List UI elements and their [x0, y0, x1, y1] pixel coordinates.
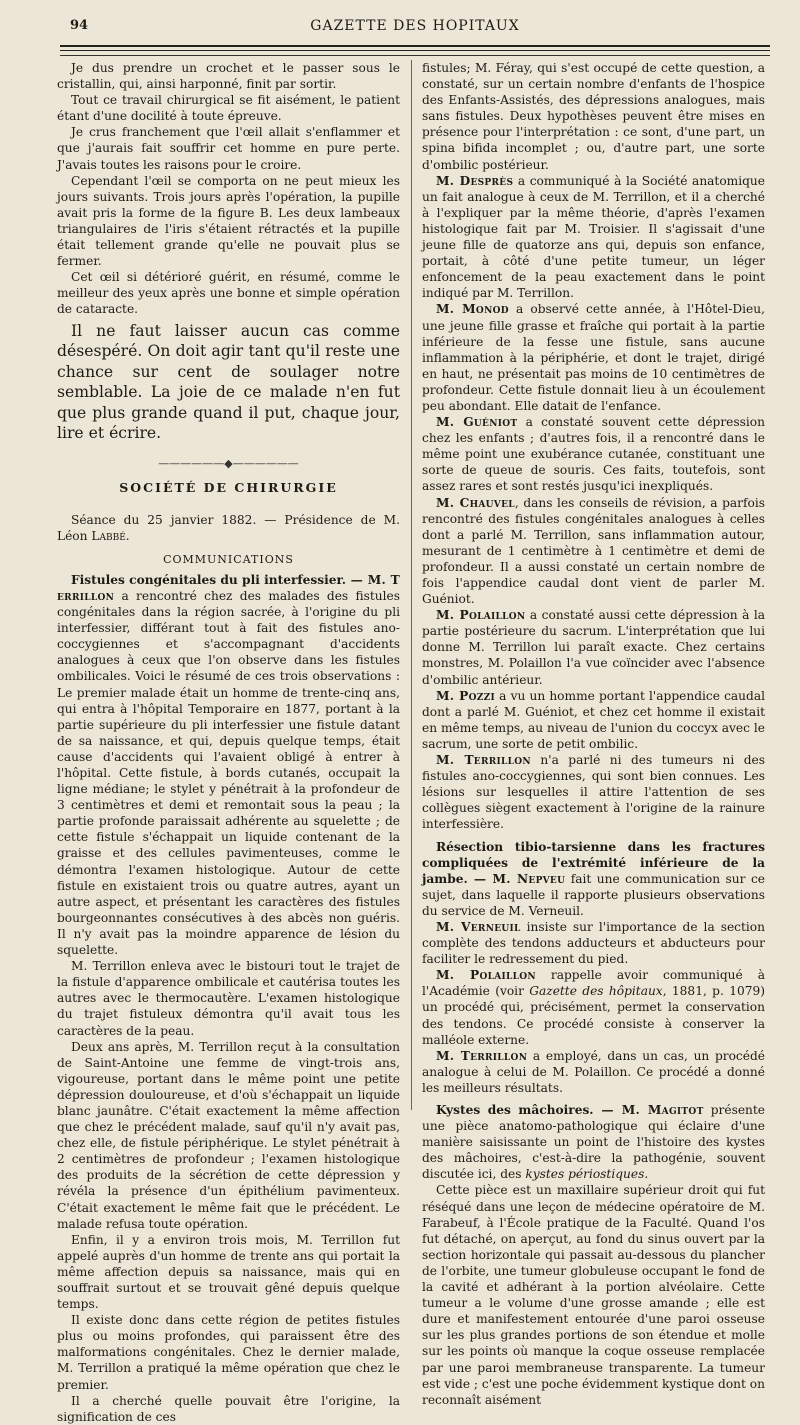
paragraph: Cette pièce est un maxillaire supérieur droit qui fut réséqué dans une leçon de médecine opératoire de M. Farabeuf, à l'École pratique de la Faculté. Quand l'os fut détaché, on aperçut, au fond du sinus ouvert par la section horizontale qui passait au-dessous du plancher de l'orbite, une tumeur globuleuse occupant le fond de la cavité et adhérant à la portion alvéolaire. Cette tumeur a le volume d'une grosse amande ; elle est dure et manifestement entourée d'une paroi osseuse sur les plus grandes portions de son étendue et molle sur les points où manque la coque osseuse remplacée par une paroi membraneuse transparente. La tumeur est vide ; c'est une poche évidemment kystique dont on reconnaît aisément — [422, 1183, 765, 1407]
speaker-paragraph — [422, 414, 765, 494]
article-author: — M. Magitot — [593, 1103, 704, 1117]
article-resection — [422, 839, 765, 919]
speaker-name: M. Polaillon — [436, 608, 526, 623]
speaker-paragraph — [422, 495, 765, 608]
speaker-text: , dans les conseils de révision, a parfois rencontré des fistules congénitales analogues à celles dont a parlé M. Terrillon, sans inflammation autour, mesurant de 1 centimètre à 1 centimètre et demi de profondeur. Il a aussi constaté un certain nombre de fois l'appendice caudal dont vient de parler M. Guéniot. — [422, 495, 765, 607]
speaker-name: M. Polaillon — [436, 968, 536, 983]
speaker-paragraph — [422, 607, 765, 687]
speaker-text: rappelle avoir communiqué à l'Académie (voir — [422, 968, 765, 999]
article-author: — M. T errillon — [57, 572, 400, 603]
section-ornament: ——————◆—————— — [158, 456, 299, 470]
paragraph: Deux ans après, M. Terrillon reçut à la consultation de Saint-Antoine une femme de vingt-trois ans, vigoureuse, portant dans le même point une petite dépression douloureuse, et d'où s'échappait un liquide blanc jaunâtre. C'était exactement la même affection que chez le précédent malade, sauf qu'il n'y avait pas, chez elle, de fistule périphérique. Le stylet pénétrait à 2 centimètres de profondeur ; l'examen histologique des produits de la sécrétion de cette dépression y révéla la présence d'un épithélium pavimenteux. C'était exactement le même fait que le précédent. Le malade refusa toute opération. — [57, 1039, 400, 1231]
article-kystes — [422, 1102, 765, 1182]
journal-title: GAZETTE DES HOPITAUX — [310, 18, 520, 34]
article-title: Fistules congénitales du pli interfessier. — [71, 572, 347, 587]
article-title: Kystes des mâchoires. — [436, 1103, 594, 1117]
speaker-name: M. Monod — [436, 302, 509, 317]
speaker-paragraph — [422, 688, 765, 752]
speaker-paragraph — [422, 967, 765, 1047]
column-divider — [411, 60, 412, 1110]
page-number: 94 — [70, 18, 89, 33]
page-header — [60, 18, 770, 40]
session-president: Labbé. — [91, 528, 130, 543]
speaker-name: M. Guéniot — [436, 415, 518, 430]
speaker-paragraph — [422, 173, 765, 302]
speaker-name: M. Terrillon — [436, 1048, 528, 1063]
speaker-name: M. Verneuil — [436, 919, 521, 934]
header-rule — [60, 55, 770, 56]
paragraph: M. Terrillon enleva avec le bistouri tout le trajet de la fistule d'apparence ombilicale et cautérisa toutes les autres avec le thermocautère. L'examen histologique du trajet fistuleux démontra qu'il avait tous les caractères de la peau. — [57, 959, 400, 1038]
article-title: Résection tibio-tarsienne dans les fractures compliquées de l'extrémité inférieure de la jambe. — [422, 839, 765, 886]
italic-term: kystes périostiques. — [525, 1167, 649, 1182]
article-text: présente une pièce anatomo-pathologique qui éclaire d'une manière saisissante un point de l'histoire des kystes des mâchoires, c'est-à-dire la pathogénie, souvent discutée ici, des — [422, 1103, 766, 1182]
speaker-name: M. Pozzi — [436, 688, 496, 703]
article-text: fait une communication sur ce sujet, dans laquelle il rapporte plusieurs observations du service de M. Verneuil. — [422, 871, 765, 918]
article-fistules — [57, 572, 400, 958]
article-text: a rencontré chez des malades des fistules congénitales dans la région sacrée, à l'origine du pli interfessier, différant tout à fait des fistules ano-coccygiennes et s'accompagnant d'accidents analogues à ceux que l'on observe dans les fistules ombilicales. Voici le résumé de ces trois observations : Le premier malade était un homme de trente-cinq ans, qui entra à l'hôpital Temporaire en 1877, portant à la partie supérieure du pli interfessier une fistule datant de sa naissance, et qui, depuis quelque temps, était cause d'accidents qui l'avaient obligé à entrer à l'hôpital. Cette fistule, à bords cutanés, occupait la ligne médiane; le stylet y pénétrait à la profondeur de 3 centimètres et demi et remontait sous la peau ; la partie profonde paraissait adhérente au squelette ; de cette fistule s'échappait un liquide contenant de la graisse et des cellules pavimenteuses, comme le démontra l'examen histologique. Autour de cette fistule en existaient trois ou quatre autres, ayant un autre aspect, et présentant les caractères des fistules bourgeonnantes consécutives à des abcès non guéris. Il n'y avait pas la moindre apparence de lésion du squelette. — [57, 588, 400, 958]
speaker-name: M. Desprès — [436, 173, 514, 188]
paragraph: Enfin, il y a environ trois mois, M. Terrillon fut appelé auprès d'un homme de trente ans qui portait la même affection depuis sa naissance, mais qui en souffrait surtout et se trouvait gêné depuis quelque temps. — [57, 1232, 400, 1312]
speaker-text: insiste sur l'importance de la section complète des tendons adducteurs et abducteurs pour faciliter le redressement du pied. — [422, 919, 765, 967]
speaker-paragraph — [422, 919, 765, 967]
session-text: Séance du 25 janvier 1882. — Présidence de M. Léon — [57, 512, 400, 543]
speaker-text: , 1881, p. 1079) un procédé qui, précisément, permet la conservation des tendons. Ce procédé consiste à conserver la malléole externe. — [422, 984, 765, 1047]
right-column — [422, 60, 765, 1408]
speaker-paragraph — [422, 1048, 765, 1096]
paragraph: Tout ce travail chirurgical se fit aisément, le patient étant d'une docilité à toute épreuve. — [57, 93, 400, 124]
header-double-rule — [60, 45, 770, 51]
paragraph: Cependant l'œil se comporta on ne peut mieux les jours suivants. Trois jours après l'opération, la pupille avait pris la forme de la figure B. Les deux lambeaux triangulaires de l'iris s'étaient rétractés et la pupille était tellement grande qu'elle ne pouvait plus se fermer. — [57, 173, 400, 269]
left-column — [57, 60, 400, 1425]
speaker-text: a observé cette année, à l'Hôtel-Dieu, une jeune fille grasse et fraîche qui portait à la partie inférieure de la fesse une fistule, sans aucune inflammation à la périphérie, et dont le trajet, dirigé en haut, ne présentait pas moins de 10 centimètres de profondeur. Cette fistule donnait lieu à un écoulement peu abondant. Elle datait de l'enfance. — [422, 302, 765, 413]
speaker-name: M. Chauvel — [436, 495, 515, 510]
speaker-text: a employé, dans un cas, un procédé analogue à celui de M. Polaillon. Ce procédé a donné les meilleurs résultats. — [422, 1048, 765, 1095]
paragraph: Je crus franchement que l'œil allait s'enflammer et que j'aurais fait souffrir cet homme en pure perte. J'avais toutes les raisons pour le croire. — [57, 125, 400, 172]
communications-heading: COMMUNICATIONS — [163, 552, 294, 566]
paragraph: Il existe donc dans cette région de petites fistules plus ou moins profondes, qui paraissent être des malformations congénitales. Chez le dernier malade, M. Terrillon a pratiqué la même opération que chez le premier. — [57, 1313, 400, 1392]
session-line — [57, 512, 400, 544]
paragraph: Il a cherché quelle pouvait être l'origine, la signification de ces — [57, 1393, 400, 1424]
speaker-paragraph — [422, 301, 765, 414]
speaker-text: a constaté souvent cette dépression chez les enfants ; d'autres fois, il a rencontré dans le même point une exubérance cutanée, constituant une sorte de queue de souris. Ces faits, toutefois, sont assez rares et sont restés jusqu'ici inexpliqués. — [422, 415, 765, 494]
speaker-name: M. Terrillon — [436, 753, 531, 768]
speaker-paragraph — [422, 752, 765, 832]
section-title: SOCIÉTÉ DE CHIRURGIE — [119, 479, 338, 495]
paragraph: Je dus prendre un crochet et le passer sous le cristallin, qui, ainsi harponné, finit par sortir. — [57, 61, 400, 92]
article-author: — M. Nepveu — [467, 871, 566, 886]
speaker-text: a constaté aussi cette dépression à la partie postérieure du sacrum. L'interprétation que lui donne M. Terrillon lui paraît exacte. Chez certains monstres, M. Polaillon l'a vue coïncider avec l'absence d'ombilic antérieur. — [422, 608, 766, 687]
speaker-text: a vu un homme portant l'appendice caudal dont a parlé M. Guéniot, et chez cet homme il existait en même temps, au niveau de l'union du coccyx avec le sacrum, une sorte de petit ombilic. — [422, 688, 766, 751]
paragraph: Cet œil si détérioré guérit, en résumé, comme le meilleur des yeux après une bonne et simple opération de cataracte. — [57, 270, 400, 317]
speaker-text: a communiqué à la Société anatomique un fait analogue à ceux de M. Terrillon, et il a cherché à l'expliquer par la même théorie, d'après l'examen histologique fait par M. Troisier. Il s'agissait d'une jeune fille de quatorze ans qui, depuis son enfance, portait, à côté d'une petite tumeur, un léger enfoncement de la peau exactement dans le point indiqué par M. Terrillon. — [422, 173, 765, 301]
paragraph: fistules; M. Féray, qui s'est occupé de cette question, a constaté, sur un certain nombre d'enfants de l'hospice des Enfants-Assistés, des dépressions analogues, mais sans fistules. Deux hypothèses peuvent être mises en présence pour l'interprétation : ce sont, d'une part, un spina bifida incomplet ; ou, d'autre part, une sorte d'ombilic postérieur. — [422, 61, 765, 172]
citation: Gazette des hôpitaux — [529, 984, 663, 999]
lead-paragraph: Il ne faut laisser aucun cas comme désespéré. On doit agir tant qu'il reste une chance sur cent de soulager notre semblable. La joie de ce malade n'en fut que plus grande quand il put, chaque jour, lire et écrire. — [57, 321, 400, 442]
speaker-text: n'a parlé ni des tumeurs ni des fistules ano-coccygiennes, qui sont bien connues. Les lésions sur lesquelles il attire l'attention de ses collègues siègent exactement à l'origine de la rainure interfessière. — [422, 753, 765, 832]
